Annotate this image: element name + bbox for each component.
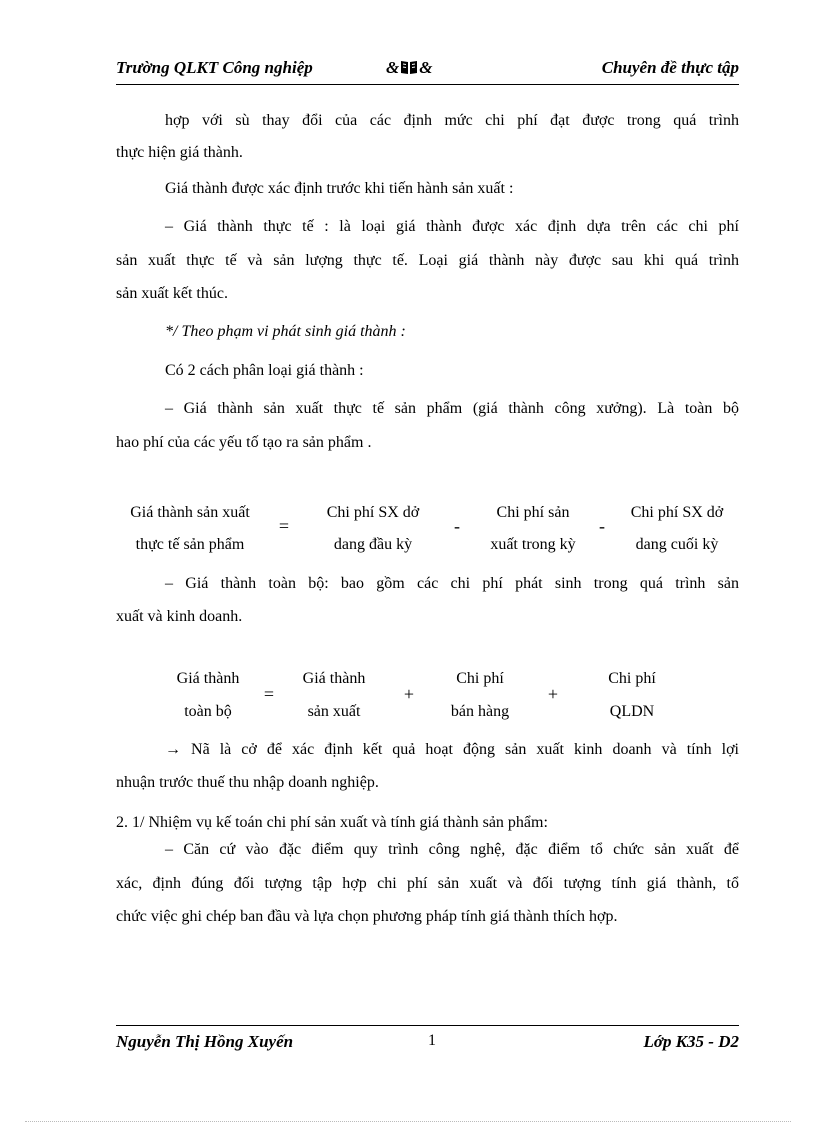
- paragraph-6-line-2: hao phí của các yếu tố tạo ra sản phẩm .: [116, 434, 372, 451]
- paragraph-3-line-2: sản xuất thực tế và sản lượng thực tế. Loại giá thành này được sau khi quá trình: [116, 252, 739, 269]
- paragraph-8-line-1: → Nã là cở để xác định kết quả hoạt động sản xuất kinh doanh và tính lợi: [165, 741, 739, 758]
- paragraph-8-line-2: nhuận trước thuế thu nhập doanh nghiệp.: [116, 774, 379, 791]
- formula2-term4-line2: QLDN: [609, 703, 655, 720]
- page-edge-dotted-line: [25, 1121, 791, 1122]
- header-ornament: [386, 58, 432, 80]
- formula1-equals: =: [278, 516, 290, 536]
- formula2-term2-line1: Giá thành: [302, 670, 366, 687]
- formula2-plus-2: +: [547, 684, 559, 704]
- paragraph-2: Giá thành được xác định trước khi tiến hành sản xuất :: [165, 180, 514, 197]
- page-number: 1: [428, 1032, 436, 1049]
- paragraph-7-line-2: xuất và kinh doanh.: [116, 608, 243, 625]
- formula2-term2-line2: sản xuất: [307, 703, 361, 720]
- paragraph-5: Có 2 cách phân loại giá thành :: [165, 362, 364, 379]
- paragraph-10-line-3: chức việc ghi chép ban đầu và lựa chọn phương pháp tính giá thành thích hợp.: [116, 908, 618, 925]
- formula1-term1-line1: Giá thành sản xuất: [130, 504, 250, 521]
- footer-rule: [116, 1025, 739, 1026]
- formula2-equals: =: [263, 684, 275, 704]
- header-subject: Chuyên đề thực tập: [601, 58, 739, 77]
- header-rule: [116, 84, 739, 85]
- ornament-right: &: [419, 58, 433, 77]
- section-heading-2-1: 2. 1/ Nhiệm vụ kế toán chi phí sản xuất và tính giá thành sản phẩm:: [116, 814, 548, 831]
- paragraph-10-line-2: xác, định đúng đối tượng tập hợp chi phí sản xuất và đối tượng tính giá thành, tổ: [116, 875, 739, 892]
- book-ornament-icon: [399, 59, 419, 80]
- formula1-term4-line1: Chi phí SX dở: [630, 504, 724, 521]
- paragraph-3-line-1: – Giá thành thực tế : là loại giá thành được xác định dựa trên các chi phí: [165, 218, 739, 235]
- formula1-minus-2: -: [599, 516, 605, 536]
- formula2-plus-1: +: [403, 684, 415, 704]
- ornament-left: &: [386, 58, 400, 77]
- paragraph-3-line-3: sản xuất kết thúc.: [116, 285, 228, 302]
- formula2-term3-line1: Chi phí: [456, 670, 504, 687]
- formula1-term3-line2: xuất trong kỳ: [490, 536, 576, 553]
- formula1-term2-line1: Chi phí SX dở: [326, 504, 420, 521]
- header-school: Trường QLKT Công nghiệp: [116, 58, 313, 77]
- formula1-term3-line1: Chi phí sản: [496, 504, 570, 521]
- paragraph-10-line-1: – Căn cứ vào đặc điểm quy trình công nghệ, đặc điểm tổ chức sản xuất để: [165, 841, 739, 858]
- formula1-minus-1: -: [454, 516, 460, 536]
- formula1-term1-line2: thực tế sản phẩm: [135, 536, 245, 553]
- formula1-term2-line2: dang đầu kỳ: [333, 536, 413, 553]
- formula1-term4-line2: dang cuối kỳ: [635, 536, 719, 553]
- paragraph-1-line-1: hợp với sù thay đổi của các định mức chi phí đạt được trong quá trình: [165, 112, 739, 129]
- formula2-term4-line1: Chi phí: [608, 670, 656, 687]
- footer-author: Nguyễn Thị Hồng Xuyến: [116, 1032, 294, 1051]
- section-heading-scope: */ Theo phạm vi phát sinh giá thành :: [165, 323, 406, 340]
- footer-class: Lớp K35 - D2: [643, 1032, 739, 1051]
- formula2-term1-line1: Giá thành: [176, 670, 240, 687]
- paragraph-6-line-1: – Giá thành sản xuất thực tế sản phẩm (giá thành công xưởng). Là toàn bộ: [165, 400, 739, 417]
- formula2-term1-line2: toàn bộ: [184, 703, 232, 720]
- formula2-term3-line2: bán hàng: [450, 703, 510, 720]
- paragraph-1-line-2: thực hiện giá thành.: [116, 144, 243, 161]
- paragraph-7-line-1: – Giá thành toàn bộ: bao gồm các chi phí phát sinh trong quá trình sản: [165, 575, 739, 592]
